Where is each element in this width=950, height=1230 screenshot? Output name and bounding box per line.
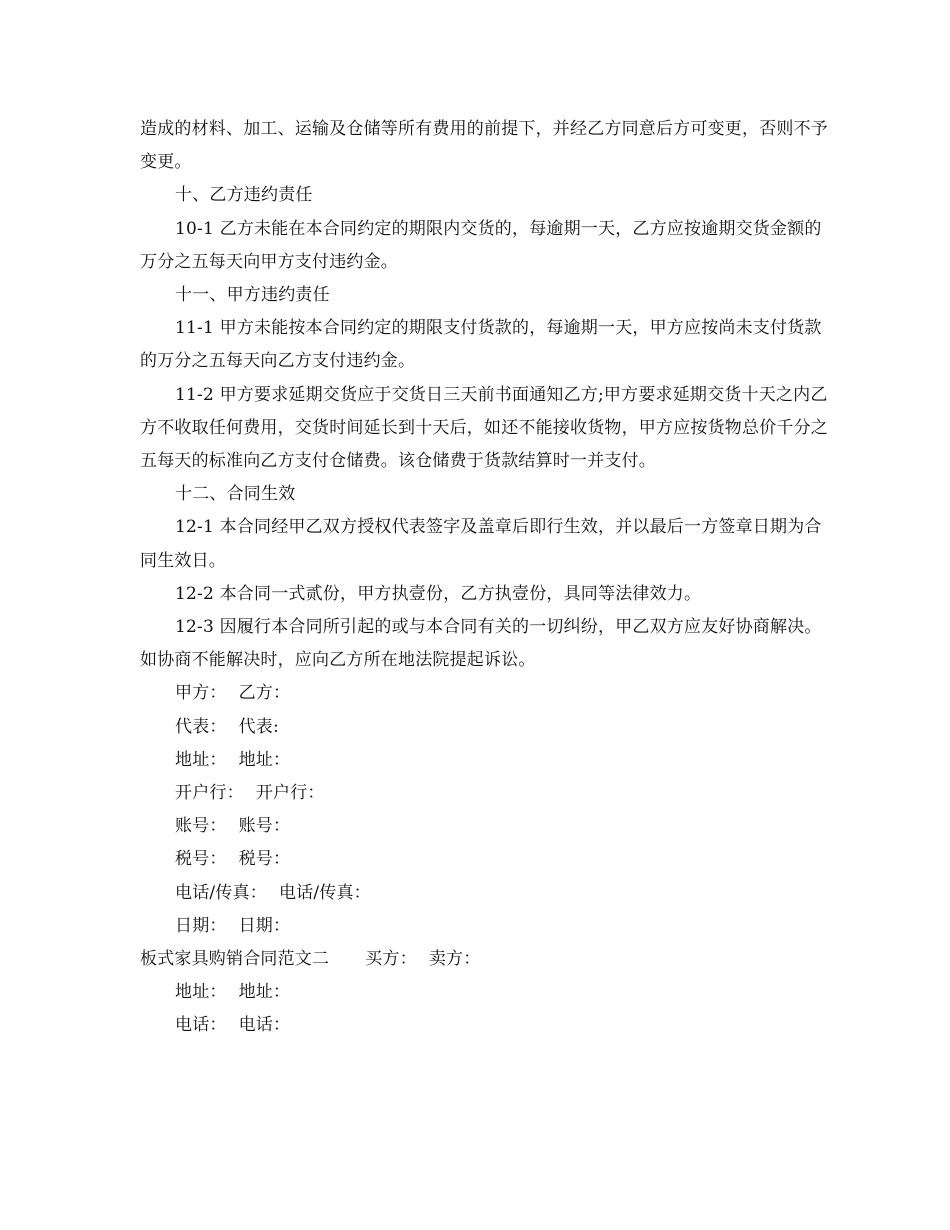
- clause-10-1: 10-1 乙方未能在本合同约定的期限内交货的，每逾期一天，乙方应按逾期交货金额的 万分之五每天向甲方支付违约金。: [140, 218, 822, 272]
- section-heading-12: 十二、合同生效: [175, 484, 296, 505]
- signature-label-a: 账号：: [175, 816, 227, 837]
- signature-line-address: [140, 744, 830, 777]
- signature-label-b: 地址：: [238, 982, 291, 1003]
- signature-line-phone-fax: [140, 877, 830, 910]
- clause-12-2: 12-2 本合同一式贰份，甲方执壹份，乙方执壹份，具同等法律效力。: [175, 583, 702, 604]
- signature-label-b: 代表:: [238, 716, 279, 737]
- signature-label-a: 电话：: [175, 1015, 227, 1036]
- signature-line-bank: [140, 777, 830, 810]
- signature-label-a: 代表：: [175, 716, 227, 737]
- signature-label-b: 电话/传真：: [278, 882, 371, 903]
- seller-label: 卖方：: [428, 949, 481, 970]
- section-heading-11: 十一、甲方违约责任: [175, 285, 330, 306]
- signature-label-a: 电话/传真：: [175, 882, 267, 903]
- signature-line-representative: [140, 711, 830, 744]
- signature-label-a: 税号：: [175, 849, 227, 870]
- signature-label-b: 开户行：: [255, 783, 325, 804]
- signature-label-a: 日期：: [175, 915, 227, 936]
- document-body: [140, 113, 830, 1043]
- second-contract-heading-line: [140, 943, 830, 976]
- section-heading-10: 十、乙方违约责任: [175, 185, 313, 206]
- second-contract-line-phone: [140, 1009, 830, 1042]
- signature-label-b: 账号：: [238, 816, 291, 837]
- signature-label-party-b: 乙方：: [238, 683, 291, 704]
- buyer-label: 买方：: [365, 949, 417, 970]
- second-contract-line-address: [140, 976, 830, 1009]
- paragraph-continuation: 造成的材料、加工、运输及仓储等所有费用的前提下，并经乙方同意后方可变更，否则不予变更。: [140, 119, 828, 173]
- signature-line-account: [140, 810, 830, 843]
- signature-label-b: 电话：: [238, 1015, 291, 1036]
- clause-11-1: 11-1 甲方未能按本合同约定的期限支付货款的，每逾期一天，甲方应按尚未支付货款的万分之五每天向乙方支付违约金。: [140, 318, 822, 372]
- signature-line-date: [140, 910, 830, 943]
- clause-11-2: 11-2 甲方要求延期交货应于交货日三天前书面通知乙方;甲方要求延期交货十天之内乙方不收取任何费用，交货时间延长到十天后，如还不能接收货物，甲方应按货物总价千分之五每天的标准向乙方支付仓储费。该仓储费于货款结算时一并支付。: [140, 384, 828, 472]
- signature-label-a: 地址：: [175, 749, 227, 770]
- clause-12-1: 12-1 本合同经甲乙双方授权代表签字及盖章后即行生效，并以最后一方签章日期为合同生效日。: [140, 517, 822, 571]
- signature-label-party-a: 甲方：: [175, 683, 227, 704]
- signature-label-b: 地址：: [238, 749, 291, 770]
- signature-label-a: 开户行：: [175, 783, 244, 804]
- signature-line-tax: [140, 843, 830, 876]
- signature-label-b: 税号：: [238, 849, 291, 870]
- second-contract-title: 板式家具购销合同范文二: [140, 949, 330, 970]
- signature-label-b: 日期：: [238, 915, 291, 936]
- clause-12-3: 12-3 因履行本合同所引起的或与本合同有关的一切纠纷，甲乙双方应友好协商解决。如协商不能解决时，应向乙方所在地法院提起诉讼。: [140, 617, 822, 671]
- signature-line-party: [140, 677, 830, 710]
- signature-label-a: 地址：: [175, 982, 227, 1003]
